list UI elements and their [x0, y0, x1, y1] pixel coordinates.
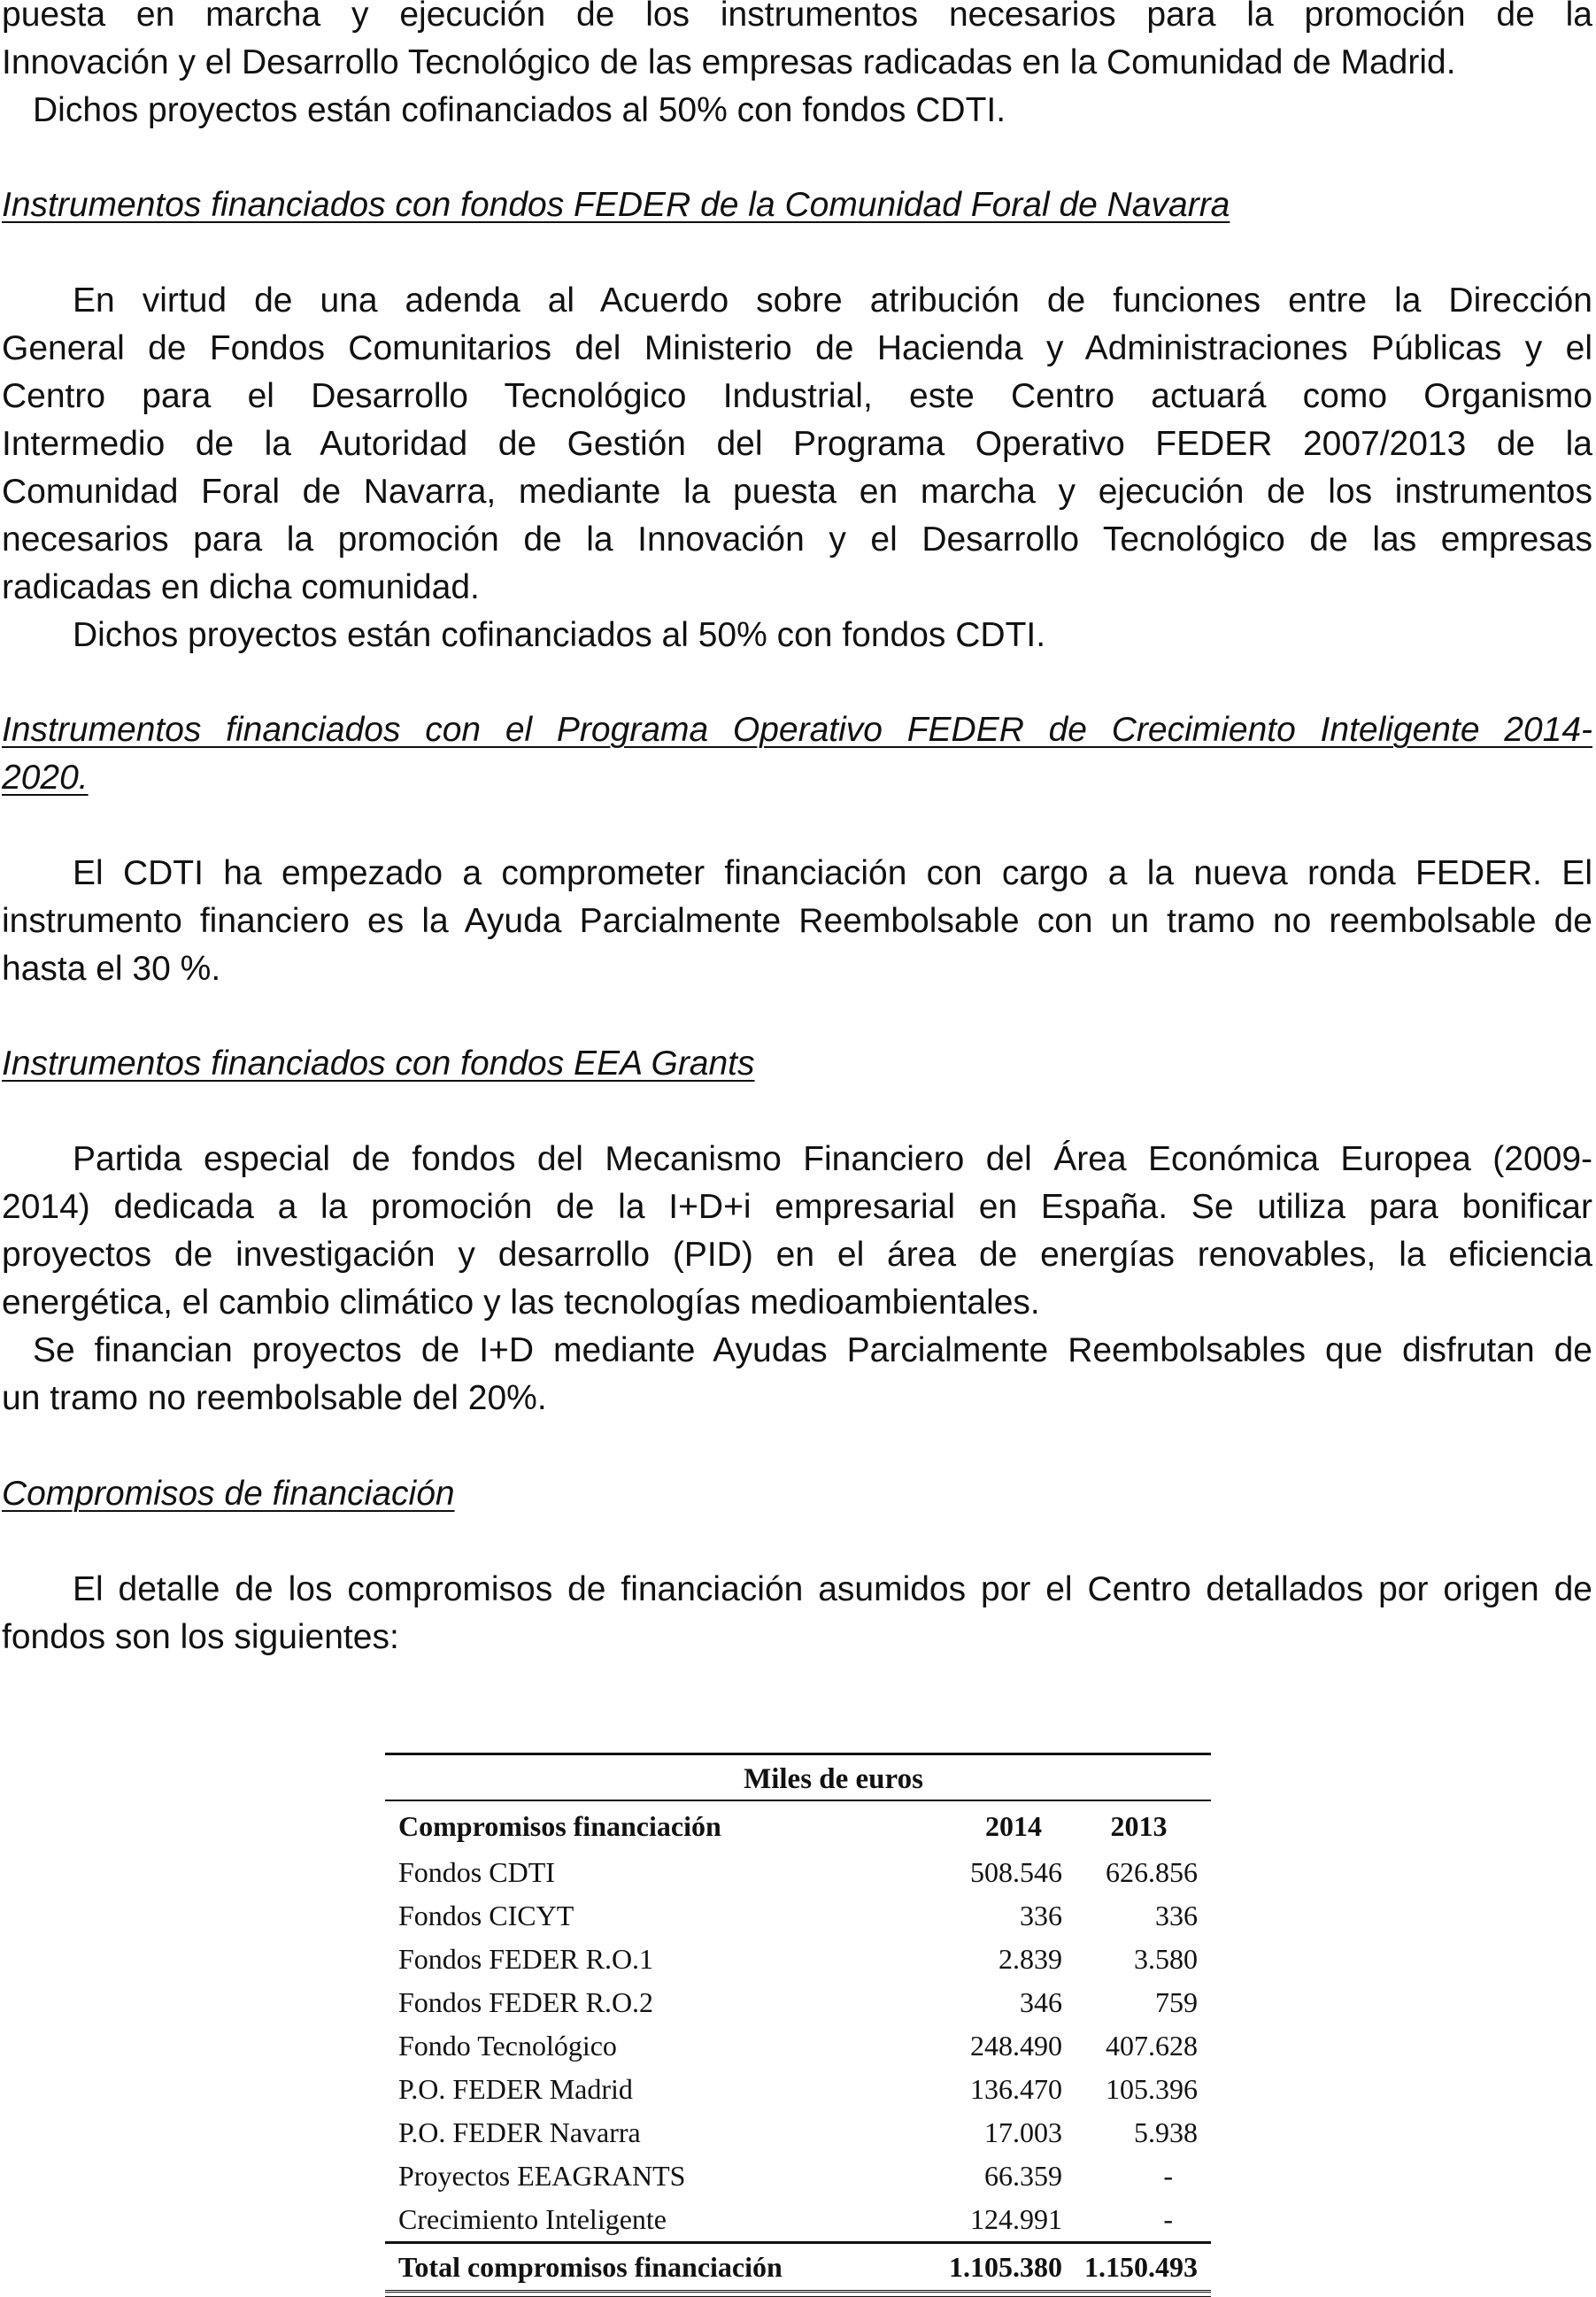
text-line: 2014) dedicada a la promoción de la I+D+i empresarial en España. Se utiliza para bonificar	[2, 1188, 1592, 1226]
row-label: Fondos CICYT	[398, 1900, 574, 1931]
crecimiento-paragraph	[2, 850, 1592, 993]
text-line: instrumento financiero es la Ayuda Parcialmente Reembolsable con un tramo no reembolsable de	[2, 902, 1592, 940]
section-heading-navarra: Instrumentos financiados con fondos FEDER de la Comunidad Foral de Navarra	[2, 186, 1230, 224]
row-value-2013: -	[1163, 2203, 1173, 2235]
table-row	[385, 1938, 1211, 1981]
row-value-2013: -	[1163, 2160, 1173, 2192]
row-value-2014: 346	[1020, 1986, 1062, 2018]
text-line: fondos son los siguientes:	[2, 1618, 399, 1656]
text-line: energética, el cambio climático y las tecnologías medioambientales.	[2, 1283, 1040, 1322]
row-value-2013: 3.580	[1134, 1943, 1198, 1975]
header-cell: 2013	[1110, 1809, 1168, 1842]
text-line: hasta el 30 %.	[2, 950, 221, 988]
text-line: El detalle de los compromisos de financiación asumidos por el Centro detallados por origen de	[73, 1570, 1592, 1608]
text-line: Intermedio de la Autoridad de Gestión del Programa Operativo FEDER 2007/2013 de la	[2, 425, 1592, 463]
text-line: Centro para el Desarrollo Tecnológico Industrial, este Centro actuará como Organismo	[2, 377, 1592, 415]
navarra-paragraph	[2, 277, 1592, 659]
row-label: Fondos FEDER R.O.2	[398, 1986, 654, 2018]
row-value-2013: 5.938	[1134, 2116, 1198, 2148]
text-line: Comunidad Foral de Navarra, mediante la puesta en marcha y ejecución de los instrumentos	[2, 473, 1592, 511]
total-value-2013: 1.150.493	[1084, 2250, 1198, 2283]
row-label: Fondos CDTI	[398, 1856, 555, 1888]
text-line: puesta en marcha y ejecución de los instrumentos necesarios para la promoción de la	[2, 0, 1592, 34]
table-row	[385, 1981, 1211, 2024]
header-cell: Compromisos financiación	[398, 1809, 721, 1842]
section-heading-compromisos: Compromisos de financiación	[2, 1475, 455, 1513]
text-line: necesarios para la promoción de la Innovación y el Desarrollo Tecnológico de las empresas	[2, 520, 1592, 559]
row-value-2014: 336	[1020, 1900, 1062, 1931]
total-label: Total compromisos financiación	[398, 2250, 783, 2283]
eea-paragraph	[2, 1136, 1592, 1422]
text-line: proyectos de investigación y desarrollo (PID) en el área de energías renovables, la eficiencia	[2, 1236, 1592, 1274]
row-label: Proyectos EEAGRANTS	[398, 2160, 686, 2192]
row-value-2013: 407.628	[1106, 2030, 1198, 2062]
table-caption: Miles de euros	[744, 1763, 923, 1795]
table-header-row	[385, 1801, 1211, 1851]
intro-paragraph	[2, 0, 1592, 135]
row-value-2014: 17.003	[984, 2116, 1062, 2148]
table-row	[385, 2198, 1211, 2241]
row-value-2013: 626.856	[1106, 1856, 1198, 1888]
table-row	[385, 2154, 1211, 2198]
text-line: Se financian proyectos de I+D mediante Ayudas Parcialmente Reembolsables que disfrutan de	[33, 1331, 1592, 1369]
text-line: radicadas en dicha comunidad.	[2, 568, 480, 606]
commitments-table	[385, 1753, 1211, 2297]
compromisos-paragraph	[2, 1566, 1592, 1661]
text-line: Dichos proyectos están cofinanciados al 50% con fondos CDTI.	[33, 91, 1006, 129]
heading-line: Instrumentos financiados con el Programa Operativo FEDER de Crecimiento Inteligente 2014-	[2, 711, 1592, 749]
text-line: Partida especial de fondos del Mecanismo Financiero del Área Económica Europea (2009-	[73, 1140, 1592, 1178]
text-line: Innovación y el Desarrollo Tecnológico de las empresas radicadas en la Comunidad de Madrid.	[2, 43, 1456, 81]
text-line: En virtud de una adenda al Acuerdo sobre atribución de funciones entre la Dirección	[73, 281, 1592, 320]
row-value-2013: 105.396	[1106, 2073, 1198, 2105]
text-line: General de Fondos Comunitarios del Ministerio de Hacienda y Administraciones Públicas y el	[2, 329, 1592, 367]
table-row	[385, 2068, 1211, 2111]
total-value-2014: 1.105.380	[949, 2250, 1062, 2283]
row-label: P.O. FEDER Navarra	[398, 2116, 641, 2148]
row-value-2014: 124.991	[970, 2203, 1062, 2235]
section-heading-crecimiento	[2, 706, 1592, 802]
row-label: Fondo Tecnológico	[398, 2030, 617, 2062]
table-row	[385, 1851, 1211, 1894]
row-value-2014: 2.839	[998, 1943, 1062, 1975]
row-value-2014: 508.546	[970, 1856, 1062, 1888]
table-rule	[385, 2290, 1211, 2297]
section-heading-eea: Instrumentos financiados con fondos EEA Grants	[2, 1044, 755, 1083]
table-row	[385, 2111, 1211, 2154]
row-value-2013: 336	[1155, 1900, 1198, 1931]
heading-line: 2020.	[2, 759, 89, 797]
text-line: un tramo no reembolsable del 20%.	[2, 1379, 547, 1417]
row-value-2014: 248.490	[970, 2030, 1062, 2062]
table-total-row	[385, 2241, 1211, 2290]
table-row	[385, 2024, 1211, 2068]
row-value-2013: 759	[1155, 1986, 1198, 2018]
row-label: Fondos FEDER R.O.1	[398, 1943, 654, 1975]
header-cell: 2014	[985, 1809, 1042, 1842]
text-line: El CDTI ha empezado a comprometer financiación con cargo a la nueva ronda FEDER. El	[73, 854, 1592, 892]
table-row	[385, 1894, 1211, 1938]
row-value-2014: 136.470	[970, 2073, 1062, 2105]
text-line: Dichos proyectos están cofinanciados al 50% con fondos CDTI.	[73, 616, 1046, 654]
row-label: P.O. FEDER Madrid	[398, 2073, 633, 2105]
row-label: Crecimiento Inteligente	[398, 2203, 667, 2235]
row-value-2014: 66.359	[984, 2160, 1062, 2192]
